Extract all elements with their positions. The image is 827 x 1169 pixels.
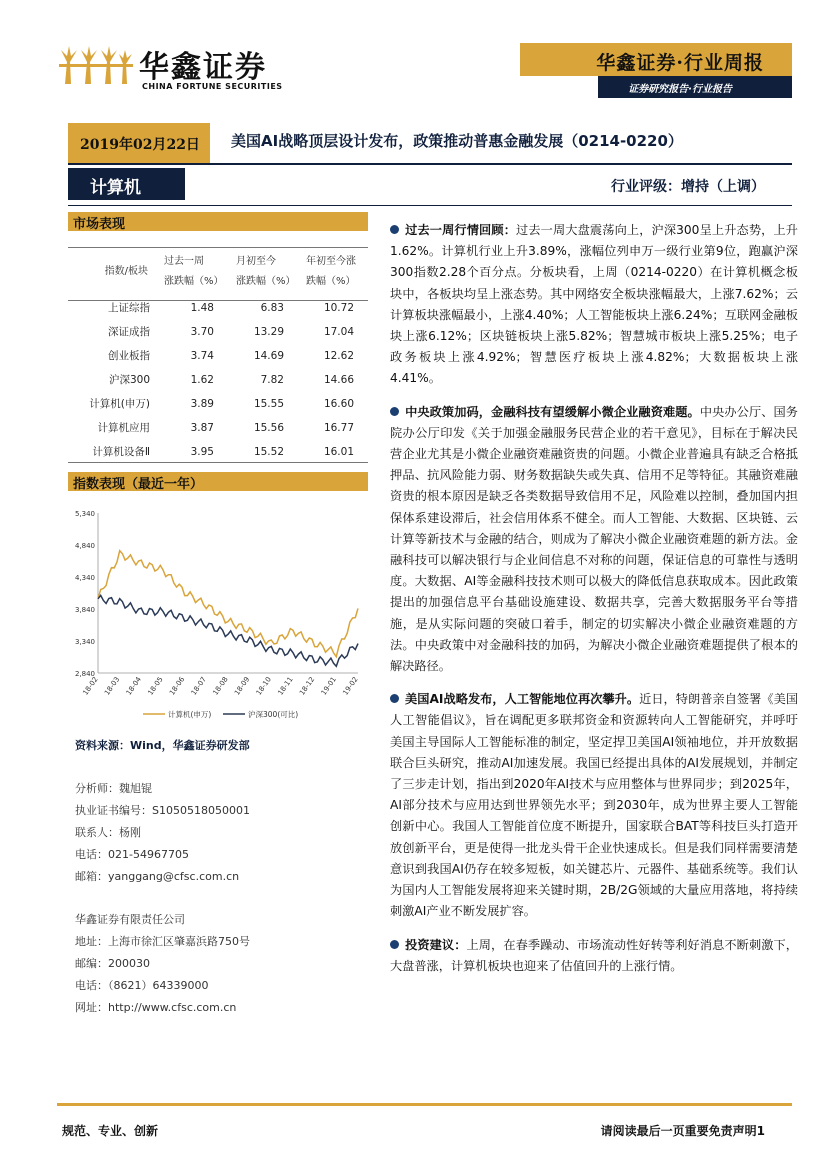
index-line-chart xyxy=(68,505,368,725)
bullet-icon xyxy=(390,225,399,234)
row-value: 6.83 xyxy=(260,302,284,314)
y-tick-label: 3,840 xyxy=(74,606,95,614)
legend-label: 沪深300(可比) xyxy=(248,710,299,719)
company-address: 地址：上海市徐汇区肇嘉浜路750号 xyxy=(75,935,250,948)
report-type-banner xyxy=(520,43,792,76)
logo-name-en: CHINA FORTUNE SECURITIES xyxy=(142,82,283,91)
paragraph-policy: 中央政策加码，金融科技有望缓解小微企业融资难题。中央办公厅、国务院办公厅印发《关于加强金融服务民营企业的若干意见》，目标在于解决民营企业尤其是小微企业融资难融资贵的问题。小微企业普遍具有缺乏合格抵押品、抗风险能力弱、财务数据缺失或失真、信用不足等特征。其融资难融资贵的根本原因是缺乏各类数据导致信用不足，风险难以控制，叠加国内担保体系建设滞后，社会信用体系不健全。而人工智能、大数据、区块链、云计算等新技术与金融的结合，则成为了解决小微企业融资难题的新方法。金融科技可以解决银行与企业间信息不对称的问题，保证信息的可靠性与透明度。大数据、AI等金融科技技术则可以极大的降低信息获取成本。因此政策提出的加强信息平台基础设施建设、数据共享，完善大数据服务平台等措施，是从实际问题的突破口着手，制定的切实解决小微企业融资难题的方法。中央政策中对金融科技的加码，为解决小微企业融资难题提供了根本的解决路径。 xyxy=(390,404,798,674)
legend-label: 计算机(申万) xyxy=(168,710,212,719)
company-logo xyxy=(57,40,287,100)
bullet-icon xyxy=(390,407,399,416)
company-tel: 电话：（8621）64339000 xyxy=(75,979,209,992)
series-line xyxy=(98,551,358,657)
paragraph-ai-strategy: 美国AI战略发布，人工智能地位再次攀升。近日，特朗普亲自签署《美国人工智能倡议》，旨在调配更多联邦资金和资源转向人工智能研究，并呼吁美国主导国际人工智能标准的制定，坚定捍卫美国AI领袖地位，并开放数据联合巨头研究，推动AI加速发展。我国已经提出具体的AI发展规划，并制定了三步走计划，指出到2020年AI技术与应用整体与世界同步；到2025年，AI部分技术与应用达到世界领先水平；到2030年，成为世界主要人工智能创新中心。我国人工智能首位度不断提升，国家联合BAT等科技巨头打造开放创新平台，更是使得一批龙头骨干企业快速成长。但是我们同样需要清楚意识到我国AI仍存在较多短板，如关键芯片、元器件、基础系统等。我们认为国内人工智能发展将迎来关键时期，2B/2G领域的大量应用落地，将持续刺激AI产业不断发展扩容。 xyxy=(390,692,799,919)
row-value: 14.66 xyxy=(323,374,354,386)
row-label: 计算机应用 xyxy=(97,422,150,434)
row-label: 计算机设备Ⅱ xyxy=(92,446,150,458)
divider xyxy=(68,205,792,206)
table-row xyxy=(68,416,368,440)
divider xyxy=(68,163,792,165)
bullet-icon xyxy=(390,940,399,949)
footer-divider xyxy=(57,1103,792,1106)
banner-subtitle-bar xyxy=(598,76,792,98)
row-value: 13.29 xyxy=(253,326,284,338)
row-value: 3.95 xyxy=(190,446,214,458)
x-tick-label: 18-04 xyxy=(124,675,143,697)
row-label: 上证综指 xyxy=(108,302,150,314)
contact-email[interactable]: 邮箱：yanggang@cfsc.com.cn xyxy=(75,870,240,883)
x-tick-label: 18-02 xyxy=(81,675,100,697)
row-value: 12.62 xyxy=(323,350,354,362)
logo-name-cn: 华鑫证券 xyxy=(139,50,267,85)
row-label: 创业板指 xyxy=(108,350,150,362)
market-heading xyxy=(68,212,368,231)
y-tick-label: 5,340 xyxy=(74,510,95,518)
table-row xyxy=(68,320,368,344)
x-tick-label: 18-05 xyxy=(146,675,165,697)
row-value: 16.77 xyxy=(323,422,354,434)
row-value: 16.60 xyxy=(323,398,354,410)
table-header-rule xyxy=(68,300,368,301)
row-value: 7.82 xyxy=(260,374,284,386)
industry-box xyxy=(68,168,185,200)
company-name: 华鑫证券有限责任公司 xyxy=(75,913,185,926)
row-value: 15.55 xyxy=(253,398,284,410)
banner-title: 华鑫证券·行业周报 xyxy=(596,52,764,74)
index-chart-heading-text: 指数表现（最近一年） xyxy=(73,477,204,492)
banner-subtitle: 证券研究报告·行业报告 xyxy=(628,84,732,95)
contact-person: 联系人：杨刚 xyxy=(75,826,141,839)
x-tick-label: 19-01 xyxy=(319,675,338,697)
logo-emblem-icon xyxy=(57,42,135,86)
paragraph-investment: 投资建议：上周，在春季躁动、市场流动性好转等利好消息不断刺激下，大盘普涨，计算机板块也迎来了估值回升的上涨行情。 xyxy=(390,937,798,973)
table-bottom-rule xyxy=(68,462,368,463)
y-tick-label: 3,340 xyxy=(74,638,95,646)
market-table xyxy=(68,248,368,464)
table-header-row xyxy=(68,248,368,296)
row-value: 3.89 xyxy=(190,398,214,410)
row-value: 3.74 xyxy=(190,350,214,362)
row-label: 沪深300 xyxy=(108,374,150,386)
report-body xyxy=(390,220,798,989)
report-date: 2019年02月22日 xyxy=(80,137,200,153)
row-value: 10.72 xyxy=(323,302,354,314)
row-value: 15.52 xyxy=(253,446,284,458)
table-row xyxy=(68,368,368,392)
x-tick-label: 18-09 xyxy=(233,675,252,697)
x-tick-label: 18-12 xyxy=(298,675,317,697)
paragraph-market-review: 过去一周行情回顾：过去一周大盘震荡向上，沪深300呈上升态势，上升1.62%。计算机行业上升3.89%，涨幅位列申万一级行业第9位，跑赢沪深300指数2.28个百分点。分板块看，上周（0214-0220）在计算机概念板块中，各板块均呈上涨态势。其中网络安全板块涨幅最大，上涨7.62%；云计算板块涨幅最小，上涨4.40%；人工智能板块上涨6.24%；互联网金融板块上涨6.12%；区块链板块上涨5.82%；智慧城市板块上涨5.25%；电子政务板块上涨4.92%；智慧医疗板块上涨4.82%；大数据板块上涨4.41%。 xyxy=(390,223,798,386)
x-tick-label: 18-08 xyxy=(211,675,230,697)
bullet-icon xyxy=(390,694,399,703)
table-row xyxy=(68,344,368,368)
report-title: 美国AI战略顶层设计发布，政策推动普惠金融发展（0214-0220） xyxy=(231,132,683,150)
x-tick-label: 18-06 xyxy=(168,675,187,697)
company-zip: 邮编：200030 xyxy=(75,957,150,970)
row-value: 15.56 xyxy=(253,422,284,434)
footer-disclaimer: 请阅读最后一页重要免责声明1 xyxy=(600,1124,765,1138)
row-value: 16.01 xyxy=(323,446,354,458)
col-header: 指数/板块 xyxy=(104,266,148,277)
row-label: 深证成指 xyxy=(108,326,150,338)
market-heading-text: 市场表现 xyxy=(73,217,126,232)
source-note: 资料来源：Wind，华鑫证券研发部 xyxy=(75,739,250,752)
report-date-box xyxy=(68,123,210,163)
x-tick-label: 18-10 xyxy=(254,675,273,697)
y-tick-label: 4,840 xyxy=(74,542,95,550)
row-value: 3.87 xyxy=(190,422,214,434)
analyst-cert: 执业证书编号：S1050518050001 xyxy=(75,804,250,817)
row-value: 14.69 xyxy=(253,350,284,362)
footer-slogan: 规范、专业、创新 xyxy=(62,1124,159,1138)
analyst-name: 分析师：魏旭锟 xyxy=(75,782,152,795)
table-row xyxy=(68,440,368,464)
x-tick-label: 18-11 xyxy=(276,675,295,697)
table-row xyxy=(68,392,368,416)
row-value: 3.70 xyxy=(190,326,214,338)
col-header: 年初至今涨 跌幅（%） xyxy=(306,256,356,287)
row-value: 17.04 xyxy=(323,326,354,338)
x-tick-label: 18-03 xyxy=(103,675,122,697)
col-header: 月初至今 涨跌幅（%） xyxy=(236,256,296,287)
index-chart-heading xyxy=(68,472,368,491)
company-website[interactable]: 网址：http://www.cfsc.com.cn xyxy=(75,1001,237,1014)
y-tick-label: 2,840 xyxy=(74,670,95,678)
row-label: 计算机(申万) xyxy=(89,398,150,410)
y-tick-label: 4,340 xyxy=(74,574,95,582)
series-line xyxy=(98,595,358,666)
x-tick-label: 19-02 xyxy=(341,675,360,697)
x-tick-label: 18-07 xyxy=(189,675,208,697)
row-value: 1.48 xyxy=(190,302,214,314)
row-value: 1.62 xyxy=(190,374,214,386)
contact-tel: 电话：021-54967705 xyxy=(75,848,189,861)
industry-rating: 行业评级：增持（上调） xyxy=(611,179,765,195)
col-header: 过去一周 涨跌幅（%） xyxy=(164,256,224,287)
industry-name: 计算机 xyxy=(90,178,141,198)
